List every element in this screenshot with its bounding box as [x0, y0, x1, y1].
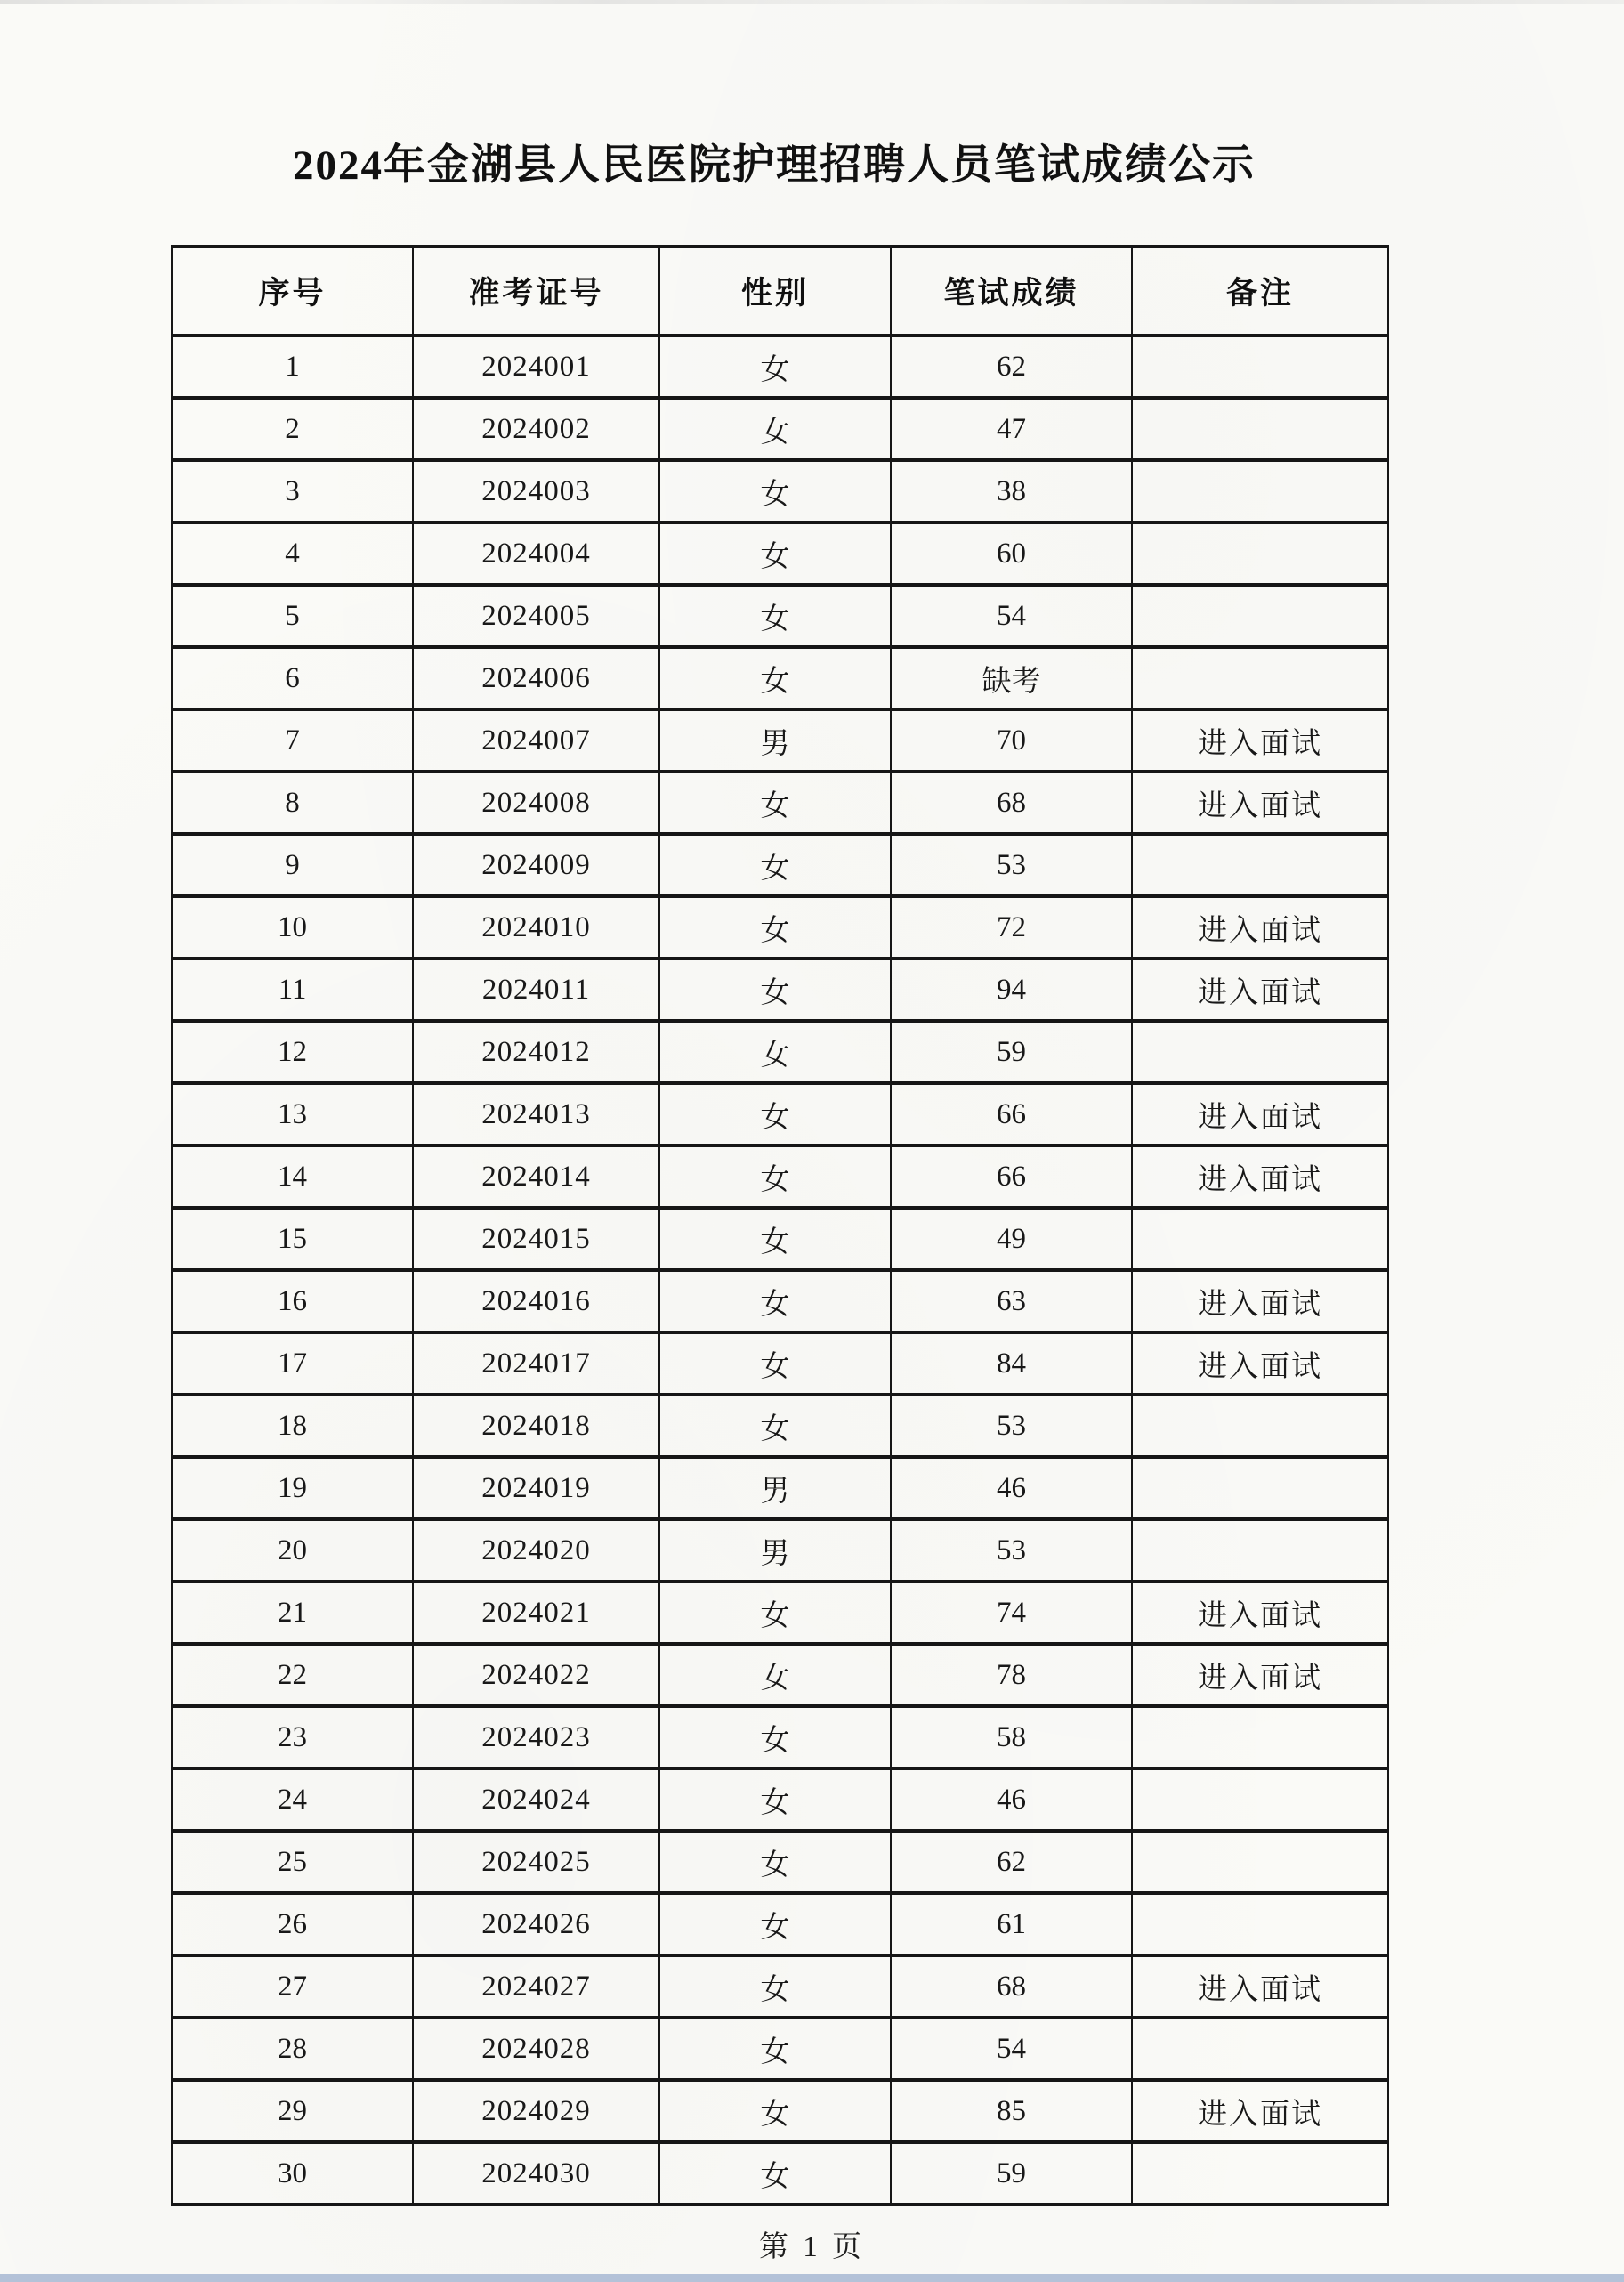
cell-seq: 25	[172, 1831, 413, 1893]
cell-exam-id: 2024001	[413, 336, 659, 398]
cell-exam-id: 2024019	[413, 1457, 659, 1519]
cell-gender: 男	[659, 1457, 891, 1519]
table-row	[172, 1021, 1388, 1083]
cell-score: 66	[891, 1145, 1132, 1208]
cell-seq: 4	[172, 522, 413, 585]
table-row	[172, 1270, 1388, 1332]
cell-remark	[1132, 1208, 1388, 1270]
page-title: 2024年金湖县人民医院护理招聘人员笔试成绩公示	[293, 142, 1256, 189]
cell-gender: 女	[659, 1644, 891, 1706]
cell-gender: 男	[659, 1519, 891, 1582]
cell-exam-id: 2024014	[413, 1145, 659, 1208]
cell-exam-id: 2024013	[413, 1083, 659, 1145]
cell-remark	[1132, 834, 1388, 896]
cell-remark	[1132, 1706, 1388, 1768]
cell-gender: 女	[659, 1395, 891, 1457]
cell-gender: 女	[659, 1582, 891, 1644]
cell-score: 74	[891, 1582, 1132, 1644]
cell-seq: 16	[172, 1270, 413, 1332]
cell-remark	[1132, 1831, 1388, 1893]
cell-exam-id: 2024006	[413, 647, 659, 709]
cell-score: 59	[891, 2142, 1132, 2205]
cell-score: 46	[891, 1457, 1132, 1519]
cell-seq: 15	[172, 1208, 413, 1270]
table-row	[172, 336, 1388, 398]
table-row	[172, 959, 1388, 1021]
cell-remark	[1132, 1519, 1388, 1582]
cell-exam-id: 2024011	[413, 959, 659, 1021]
cell-gender: 女	[659, 1955, 891, 2018]
cell-remark	[1132, 585, 1388, 647]
cell-gender: 女	[659, 336, 891, 398]
cell-score: 60	[891, 522, 1132, 585]
table-row	[172, 772, 1388, 834]
cell-remark: 进入面试	[1132, 2080, 1388, 2142]
table-row	[172, 522, 1388, 585]
cell-remark	[1132, 2142, 1388, 2205]
cell-remark	[1132, 460, 1388, 522]
cell-score: 59	[891, 1021, 1132, 1083]
cell-score: 53	[891, 1395, 1132, 1457]
cell-seq: 29	[172, 2080, 413, 2142]
cell-gender: 女	[659, 1145, 891, 1208]
cell-gender: 女	[659, 1208, 891, 1270]
cell-score: 66	[891, 1083, 1132, 1145]
table-row	[172, 647, 1388, 709]
cell-score: 54	[891, 2018, 1132, 2080]
cell-gender: 女	[659, 585, 891, 647]
cell-gender: 女	[659, 2142, 891, 2205]
cell-remark	[1132, 522, 1388, 585]
cell-remark	[1132, 647, 1388, 709]
cell-gender: 女	[659, 1706, 891, 1768]
cell-remark	[1132, 2018, 1388, 2080]
cell-gender: 女	[659, 2080, 891, 2142]
cell-score: 62	[891, 1831, 1132, 1893]
cell-exam-id: 2024029	[413, 2080, 659, 2142]
cell-seq: 3	[172, 460, 413, 522]
table-row	[172, 1955, 1388, 2018]
cell-seq: 11	[172, 959, 413, 1021]
table-row	[172, 1083, 1388, 1145]
table-row	[172, 834, 1388, 896]
cell-gender: 女	[659, 647, 891, 709]
cell-seq: 6	[172, 647, 413, 709]
cell-seq: 26	[172, 1893, 413, 1955]
cell-remark	[1132, 398, 1388, 460]
cell-score: 94	[891, 959, 1132, 1021]
table-row	[172, 1332, 1388, 1395]
cell-score: 85	[891, 2080, 1132, 2142]
table-row	[172, 1208, 1388, 1270]
cell-exam-id: 2024023	[413, 1706, 659, 1768]
table-row	[172, 709, 1388, 772]
cell-gender: 女	[659, 1768, 891, 1831]
cell-exam-id: 2024002	[413, 398, 659, 460]
cell-exam-id: 2024026	[413, 1893, 659, 1955]
cell-seq: 17	[172, 1332, 413, 1395]
cell-exam-id: 2024012	[413, 1021, 659, 1083]
scan-edge-blue-line	[0, 2274, 1624, 2282]
cell-gender: 女	[659, 896, 891, 959]
cell-remark	[1132, 1021, 1388, 1083]
cell-seq: 14	[172, 1145, 413, 1208]
cell-seq: 9	[172, 834, 413, 896]
cell-seq: 12	[172, 1021, 413, 1083]
cell-score: 78	[891, 1644, 1132, 1706]
cell-exam-id: 2024030	[413, 2142, 659, 2205]
cell-gender: 女	[659, 2018, 891, 2080]
table-row	[172, 1145, 1388, 1208]
cell-exam-id: 2024015	[413, 1208, 659, 1270]
cell-exam-id: 2024004	[413, 522, 659, 585]
table-row	[172, 2080, 1388, 2142]
cell-gender: 女	[659, 1270, 891, 1332]
cell-score: 47	[891, 398, 1132, 460]
cell-gender: 女	[659, 522, 891, 585]
cell-exam-id: 2024003	[413, 460, 659, 522]
cell-exam-id: 2024027	[413, 1955, 659, 2018]
cell-seq: 19	[172, 1457, 413, 1519]
cell-score: 58	[891, 1706, 1132, 1768]
cell-remark: 进入面试	[1132, 709, 1388, 772]
cell-remark	[1132, 1768, 1388, 1831]
scan-noise-top-edge	[0, 0, 1624, 4]
cell-exam-id: 2024010	[413, 896, 659, 959]
table-row	[172, 896, 1388, 959]
cell-remark: 进入面试	[1132, 1582, 1388, 1644]
cell-gender: 女	[659, 834, 891, 896]
header-cell-seq: 序号	[172, 247, 413, 336]
table-row	[172, 460, 1388, 522]
cell-score: 84	[891, 1332, 1132, 1395]
table-row	[172, 1457, 1388, 1519]
table-row	[172, 1395, 1388, 1457]
table-header-row	[172, 247, 1388, 336]
cell-remark	[1132, 1395, 1388, 1457]
cell-seq: 7	[172, 709, 413, 772]
cell-score: 53	[891, 1519, 1132, 1582]
table-row	[172, 1582, 1388, 1644]
cell-score: 62	[891, 336, 1132, 398]
cell-seq: 8	[172, 772, 413, 834]
cell-remark: 进入面试	[1132, 1270, 1388, 1332]
header-cell-remark: 备注	[1132, 247, 1388, 336]
table-row	[172, 2018, 1388, 2080]
table-row	[172, 1519, 1388, 1582]
cell-score: 46	[891, 1768, 1132, 1831]
cell-gender: 女	[659, 398, 891, 460]
cell-seq: 1	[172, 336, 413, 398]
header-cell-exam-id: 准考证号	[413, 247, 659, 336]
cell-score: 61	[891, 1893, 1132, 1955]
header-cell-gender: 性别	[659, 247, 891, 336]
cell-exam-id: 2024008	[413, 772, 659, 834]
cell-seq: 28	[172, 2018, 413, 2080]
cell-remark: 进入面试	[1132, 772, 1388, 834]
cell-gender: 女	[659, 460, 891, 522]
cell-remark: 进入面试	[1132, 1644, 1388, 1706]
table-row	[172, 1768, 1388, 1831]
cell-gender: 女	[659, 772, 891, 834]
cell-exam-id: 2024005	[413, 585, 659, 647]
table-row	[172, 2142, 1388, 2205]
cell-score: 49	[891, 1208, 1132, 1270]
cell-score: 72	[891, 896, 1132, 959]
cell-seq: 10	[172, 896, 413, 959]
table-row	[172, 1644, 1388, 1706]
cell-exam-id: 2024025	[413, 1831, 659, 1893]
cell-score: 缺考	[891, 647, 1132, 709]
cell-gender: 女	[659, 1893, 891, 1955]
cell-seq: 22	[172, 1644, 413, 1706]
page-number-footer: 第 1 页	[759, 2231, 865, 2263]
cell-seq: 21	[172, 1582, 413, 1644]
header-cell-score: 笔试成绩	[891, 247, 1132, 336]
cell-exam-id: 2024017	[413, 1332, 659, 1395]
cell-remark	[1132, 1457, 1388, 1519]
cell-seq: 13	[172, 1083, 413, 1145]
cell-seq: 18	[172, 1395, 413, 1457]
cell-remark	[1132, 1893, 1388, 1955]
table-body	[172, 336, 1388, 2205]
cell-score: 63	[891, 1270, 1132, 1332]
cell-exam-id: 2024024	[413, 1768, 659, 1831]
cell-remark: 进入面试	[1132, 1083, 1388, 1145]
cell-gender: 女	[659, 1021, 891, 1083]
cell-exam-id: 2024021	[413, 1582, 659, 1644]
cell-seq: 20	[172, 1519, 413, 1582]
cell-seq: 24	[172, 1768, 413, 1831]
cell-score: 70	[891, 709, 1132, 772]
cell-exam-id: 2024020	[413, 1519, 659, 1582]
cell-seq: 23	[172, 1706, 413, 1768]
cell-exam-id: 2024009	[413, 834, 659, 896]
cell-score: 54	[891, 585, 1132, 647]
cell-exam-id: 2024028	[413, 2018, 659, 2080]
cell-remark: 进入面试	[1132, 896, 1388, 959]
table-row	[172, 1706, 1388, 1768]
cell-remark: 进入面试	[1132, 959, 1388, 1021]
cell-gender: 女	[659, 1083, 891, 1145]
cell-gender: 女	[659, 1332, 891, 1395]
cell-gender: 女	[659, 959, 891, 1021]
cell-exam-id: 2024022	[413, 1644, 659, 1706]
cell-remark: 进入面试	[1132, 1955, 1388, 2018]
cell-remark: 进入面试	[1132, 1145, 1388, 1208]
cell-remark: 进入面试	[1132, 1332, 1388, 1395]
cell-seq: 2	[172, 398, 413, 460]
cell-seq: 27	[172, 1955, 413, 2018]
cell-score: 53	[891, 834, 1132, 896]
table-row	[172, 1893, 1388, 1955]
cell-gender: 男	[659, 709, 891, 772]
table-row	[172, 585, 1388, 647]
table-row	[172, 398, 1388, 460]
cell-gender: 女	[659, 1831, 891, 1893]
cell-score: 38	[891, 460, 1132, 522]
cell-remark	[1132, 336, 1388, 398]
cell-exam-id: 2024007	[413, 709, 659, 772]
cell-seq: 5	[172, 585, 413, 647]
results-table	[171, 245, 1389, 2206]
cell-score: 68	[891, 1955, 1132, 2018]
cell-seq: 30	[172, 2142, 413, 2205]
cell-score: 68	[891, 772, 1132, 834]
cell-exam-id: 2024016	[413, 1270, 659, 1332]
table-row	[172, 1831, 1388, 1893]
cell-exam-id: 2024018	[413, 1395, 659, 1457]
